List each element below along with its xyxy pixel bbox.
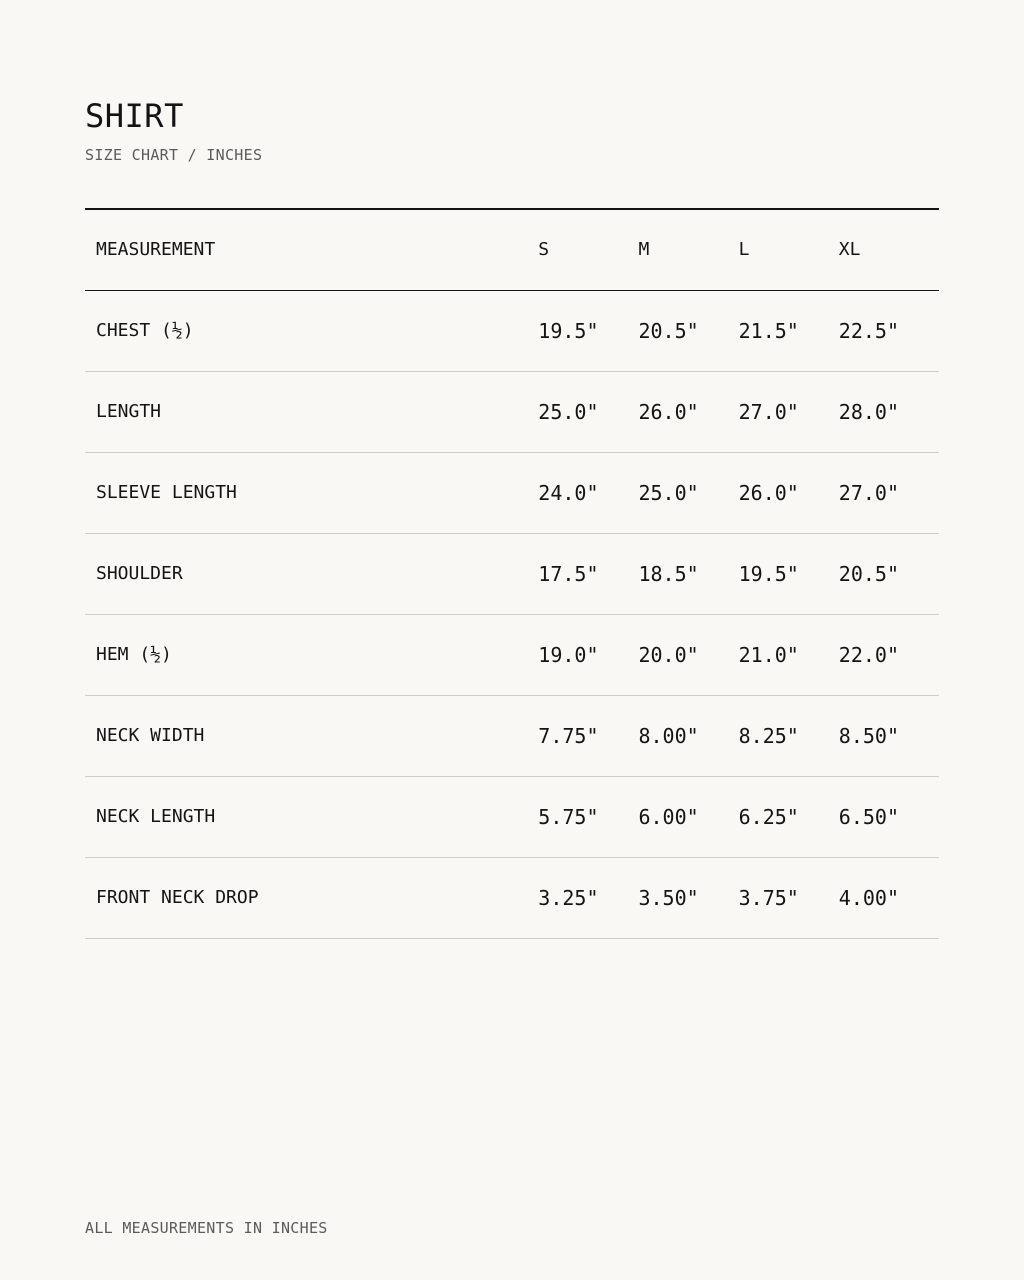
size-value: 6.00" bbox=[638, 804, 699, 829]
size-value: 20.5" bbox=[638, 318, 699, 343]
size-value: 5.75" bbox=[538, 804, 599, 829]
measurement-label: NECK WIDTH bbox=[96, 725, 205, 746]
table-body bbox=[85, 290, 939, 938]
table-row bbox=[85, 371, 939, 452]
size-value: 8.25" bbox=[738, 723, 799, 748]
size-value: 6.50" bbox=[838, 804, 900, 829]
size-value: 3.25" bbox=[538, 885, 599, 910]
page-subtitle: SIZE CHART / INCHES bbox=[85, 146, 263, 164]
size-column-header-m: M bbox=[638, 239, 650, 261]
size-value: 28.0" bbox=[838, 399, 900, 424]
table-row bbox=[85, 695, 939, 776]
size-value: 21.0" bbox=[738, 642, 799, 667]
size-value: 3.75" bbox=[738, 885, 799, 910]
measurement-label: SLEEVE LENGTH bbox=[96, 482, 237, 503]
size-value: 4.00" bbox=[838, 885, 900, 910]
page-title: SHIRT bbox=[85, 97, 184, 135]
measurement-label: HEM (½) bbox=[96, 644, 172, 665]
measurement-label: CHEST (½) bbox=[96, 320, 194, 341]
size-value: 26.0" bbox=[638, 399, 699, 424]
size-value: 8.50" bbox=[838, 723, 900, 748]
table-row bbox=[85, 857, 939, 938]
measurement-label: LENGTH bbox=[96, 401, 162, 422]
size-value: 20.0" bbox=[638, 642, 699, 667]
size-value: 18.5" bbox=[638, 561, 699, 586]
size-value: 25.0" bbox=[538, 399, 599, 424]
size-value: 7.75" bbox=[538, 723, 599, 748]
table-row bbox=[85, 614, 939, 695]
measurement-label: FRONT NECK DROP bbox=[96, 887, 259, 908]
size-column-header-s: S bbox=[538, 239, 550, 261]
size-value: 22.5" bbox=[838, 318, 900, 343]
size-value: 19.0" bbox=[538, 642, 599, 667]
size-value: 27.0" bbox=[738, 399, 799, 424]
size-column-header-l: L bbox=[738, 239, 750, 261]
table-header bbox=[85, 209, 939, 290]
size-column-header-xl: XL bbox=[838, 239, 861, 261]
size-value: 21.5" bbox=[738, 318, 799, 343]
size-value: 22.0" bbox=[838, 642, 900, 667]
size-value: 6.25" bbox=[738, 804, 799, 829]
size-chart-table bbox=[85, 208, 939, 939]
measurement-label: SHOULDER bbox=[96, 563, 183, 584]
size-value: 27.0" bbox=[838, 480, 900, 505]
size-value: 20.5" bbox=[838, 561, 900, 586]
footer-note: ALL MEASUREMENTS IN INCHES bbox=[85, 1219, 328, 1237]
header-row bbox=[85, 209, 939, 290]
table-row bbox=[85, 452, 939, 533]
measurement-label: NECK LENGTH bbox=[96, 806, 216, 827]
measurement-column-header: MEASUREMENT bbox=[96, 239, 216, 261]
size-value: 19.5" bbox=[738, 561, 799, 586]
size-value: 25.0" bbox=[638, 480, 699, 505]
size-value: 17.5" bbox=[538, 561, 599, 586]
table-row bbox=[85, 533, 939, 614]
table-row bbox=[85, 290, 939, 371]
size-value: 19.5" bbox=[538, 318, 599, 343]
size-value: 8.00" bbox=[638, 723, 699, 748]
table-row bbox=[85, 776, 939, 857]
size-value: 3.50" bbox=[638, 885, 699, 910]
size-value: 24.0" bbox=[538, 480, 599, 505]
size-value: 26.0" bbox=[738, 480, 799, 505]
